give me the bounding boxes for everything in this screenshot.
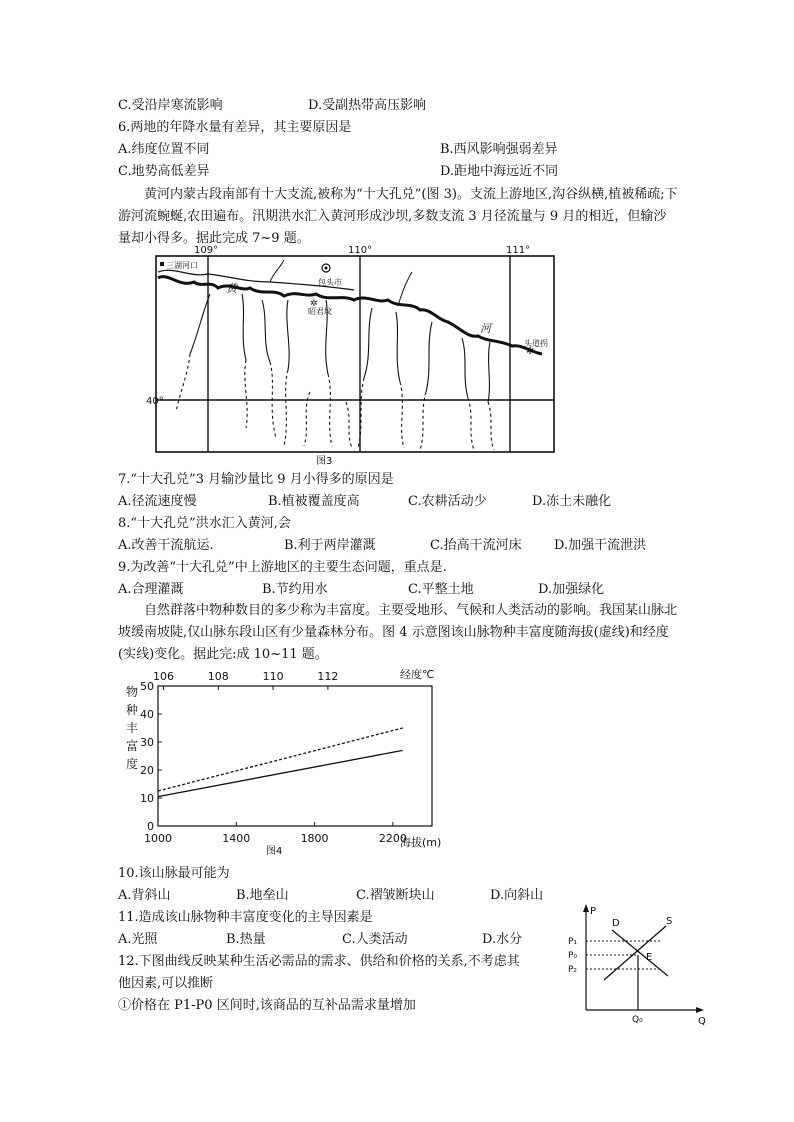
top-tick-label: 106	[152, 670, 174, 683]
label-lon-110: 110°	[348, 245, 373, 256]
label-river-huang: 黄	[226, 282, 237, 295]
label-e: E	[646, 952, 653, 963]
q8-option-b: B.利于两岸灌溉	[284, 538, 376, 553]
q6-option-a: A.纬度位置不同	[118, 142, 210, 157]
label-p1: P₁	[568, 937, 578, 947]
tributary-7	[396, 312, 400, 382]
y-tick-label: 50	[140, 680, 154, 693]
q5-option-c: C.受沿岸寒流影响	[118, 98, 223, 113]
northern-stream-2	[398, 272, 412, 306]
yellow-river-channel	[158, 277, 542, 354]
y-tick-label: 30	[140, 736, 154, 749]
label-sanhuhekou: 三湖河口	[166, 261, 198, 270]
q12-item-1: ①价格在 P1-P0 区间时,该商品的互补品需求量增加	[118, 998, 416, 1013]
q7-option-d: D.冻土未融化	[532, 494, 612, 509]
label-p0: P₀	[568, 951, 578, 961]
label-baotou: 包头市	[318, 278, 342, 287]
q10-option-b: B.地垒山	[236, 888, 289, 903]
q9-option-a: A.合理灌溉	[118, 582, 184, 597]
place-sanhuhekou-marker	[160, 262, 164, 266]
y-axis-label-5: 度	[126, 757, 139, 771]
x-axis-label-top: 经度℃	[400, 668, 435, 681]
q10-stem: 10.该山脉最可能为	[118, 866, 230, 881]
q12-stem-line-1: 12.下图曲线反映某种生活必需品的需求、供给和价格的关系,不考虑其	[118, 954, 520, 969]
q6-option-c: C.地势高低差异	[118, 164, 210, 179]
q11-option-c: C.人类活动	[342, 932, 408, 947]
q8-option-c: C.抬高干流河床	[430, 538, 522, 553]
tributary-3	[262, 300, 270, 362]
label-p: P	[590, 906, 597, 917]
q6-stem: 6.两地的年降水量有差异，其主要原因是	[118, 120, 352, 135]
label-d: D	[612, 918, 620, 929]
label-lon-111: 111°	[506, 245, 531, 256]
q8-option-a: A.改善干流航运.	[118, 538, 214, 553]
q9-stem: 9.为改善“十大孔兑”中上游地区的主要生态问题，重点是.	[118, 560, 447, 575]
tributary-4	[287, 300, 289, 370]
q11-option-a: A.光照	[118, 932, 158, 947]
series-line-solid	[158, 750, 403, 796]
label-p2: P₂	[568, 965, 578, 975]
top-tick-label: 112	[317, 670, 339, 683]
supply-curve	[604, 926, 666, 980]
q11-option-b: B.热量	[226, 932, 266, 947]
tributary-1	[190, 294, 210, 354]
q9-option-d: D.加强绿化	[538, 582, 605, 597]
q7-stem: 7.“十大孔兑”3 月输沙量比 9 月小得多的原因是	[118, 472, 394, 487]
q9-option-c: C.平整土地	[408, 582, 474, 597]
q7-option-b: B.植被覆盖度高	[268, 494, 360, 509]
q-axis-arrow-icon	[696, 1007, 704, 1013]
y-tick-label: 40	[140, 708, 154, 721]
label-q0: Q₀	[632, 1015, 643, 1025]
top-tick-label: 110	[262, 670, 284, 683]
label-river-he: 河	[480, 322, 491, 335]
q6-options-cd	[0, 164, 794, 180]
q10-option-c: C.褶皱断块山	[356, 888, 435, 903]
tributary-8	[426, 322, 432, 392]
q6-option-d: D.距地中海远近不同	[440, 164, 559, 179]
q6-option-b: B.西风影响强弱差异	[440, 142, 558, 157]
q7-option-c: C.农耕活动少	[408, 494, 487, 509]
tributary-9	[462, 338, 468, 398]
top-tick-label: 108	[207, 670, 229, 683]
label-toudaoguai: 头道拐	[524, 339, 548, 348]
q5-option-d: D.受副热带高压影响	[308, 98, 427, 113]
y-axis-label-4: 富	[126, 739, 139, 753]
bottom-tick-label: 2200	[378, 832, 407, 845]
y-axis-label-3: 丰	[126, 721, 139, 735]
q11-option-d: D.水分	[482, 932, 523, 947]
figure-3-caption: 图3	[316, 456, 333, 467]
q8-options	[0, 538, 794, 554]
label-lat-40: 40°	[146, 396, 164, 407]
q8-stem: 8.“十大孔兑”洪水汇入黄河,会	[118, 516, 291, 531]
tributary-2	[242, 294, 246, 360]
supply-demand-figure	[564, 900, 710, 1027]
station-toudaoguai-icon: ✲	[526, 346, 535, 357]
northern-stream	[270, 260, 284, 282]
bottom-tick-label: 1400	[222, 832, 251, 845]
q5-options-cd	[0, 98, 794, 114]
q11-stem: 11.造成该山脉物种丰富度变化的主导因素是	[118, 910, 373, 925]
bottom-tick-label: 1800	[300, 832, 329, 845]
q9-option-b: B.节约用水	[262, 582, 328, 597]
passage-shida-kongdui: 黄河内蒙古段南部有十大支流,被称为“十大孔兑”(图 3)。支流上游地区,沟谷纵横,植被稀疏;下游河流蜿蜒,农田遍布。汛期洪水汇入黄河形成沙坝,多数支流 3 月径流量与 9 月的相近，但输沙量却小得多。据此完成 7~9 题。	[118, 187, 678, 246]
q7-options	[0, 494, 794, 510]
label-lon-109: 109°	[194, 245, 219, 256]
q9-options	[0, 582, 794, 598]
y-axis-label-1: 物	[126, 685, 139, 699]
upper-reaches-dashed	[176, 354, 494, 450]
passage-species-richness: 自然群落中物种数目的多少称为丰富度。主要受地形、气候和人类活动的影响。我国某山脉北坡缓南坡陡,仅山脉东段山区有少量森林分布。图 4 示意图该山脉物种丰富度随海拔(虚线)和经度(实线)变化。据此完:成 10~11 题。	[118, 603, 678, 662]
bottom-tick-label: 1000	[144, 832, 172, 845]
q10-option-a: A.背斜山	[118, 888, 171, 903]
y-tick-label: 0	[147, 820, 154, 833]
tributary-10	[488, 342, 490, 402]
y-tick-label: 10	[140, 792, 154, 805]
q8-option-d: D.加强干流泄洪	[554, 538, 647, 553]
figure-4-chart	[118, 664, 458, 860]
tributary-6	[364, 308, 372, 378]
label-s: S	[666, 916, 673, 927]
y-tick-label: 20	[140, 764, 154, 777]
figure-3-map	[146, 242, 560, 468]
label-q: Q	[698, 1016, 706, 1027]
label-zhaojunfen: 昭君坟	[308, 307, 332, 316]
y-axis-label-2: 种	[126, 703, 139, 717]
q12-stem-line-2: 他因素,可以推断	[118, 976, 214, 991]
q10-option-d: D.向斜山	[490, 888, 544, 903]
p-axis-arrow-icon	[583, 904, 589, 912]
station-zhaojunfen-icon: ✲	[310, 299, 318, 309]
q7-option-a: A.径流速度慢	[118, 494, 197, 509]
x-axis-label-bottom: 海拔(m)	[400, 836, 442, 849]
q6-options-ab	[0, 142, 794, 158]
series-line-dashed	[158, 728, 403, 791]
figure-4-caption: 图4	[266, 846, 283, 857]
